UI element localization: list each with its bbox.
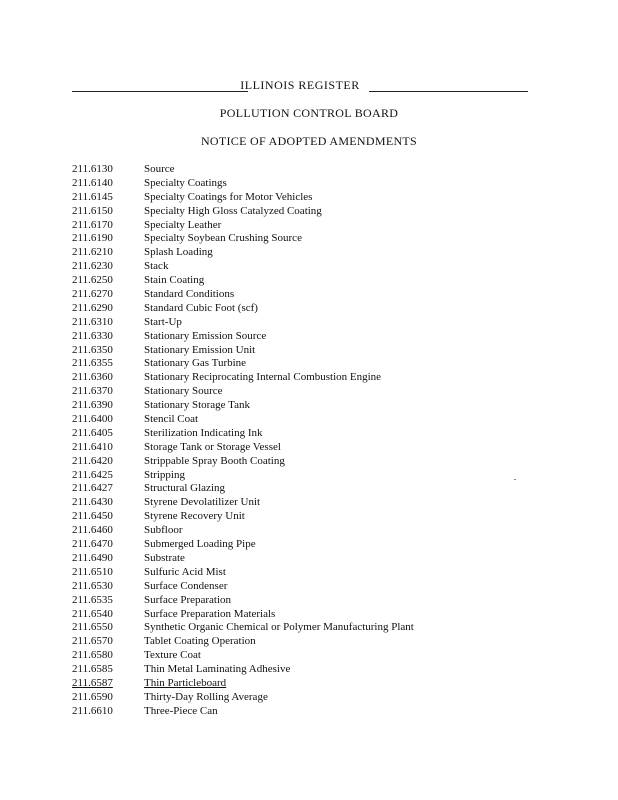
section-number: 211.6310 bbox=[72, 315, 113, 328]
list-item bbox=[72, 413, 414, 427]
list-item bbox=[72, 469, 414, 483]
section-term: Thin Metal Laminating Adhesive bbox=[144, 663, 291, 676]
list-item bbox=[72, 274, 414, 288]
section-term: Tablet Coating Operation bbox=[144, 635, 256, 648]
section-number: 211.6400 bbox=[72, 413, 113, 426]
register-title: ILLINOIS REGISTER bbox=[240, 78, 360, 92]
list-item bbox=[72, 205, 414, 219]
header-rule-right bbox=[369, 91, 528, 92]
list-item bbox=[72, 482, 414, 496]
section-term: Specialty High Gloss Catalyzed Coating bbox=[144, 204, 322, 217]
list-item bbox=[72, 538, 414, 552]
list-item bbox=[72, 677, 414, 691]
list-item bbox=[72, 608, 414, 622]
list-item bbox=[72, 302, 414, 316]
list-item bbox=[72, 691, 414, 705]
section-term: Specialty Leather bbox=[144, 218, 222, 231]
section-term: Stationary Emission Unit bbox=[144, 343, 256, 356]
section-number: 211.6170 bbox=[72, 218, 113, 231]
section-number: 211.6490 bbox=[72, 551, 113, 564]
section-term: Surface Preparation Materials bbox=[144, 607, 276, 620]
section-term: Stationary Storage Tank bbox=[144, 399, 250, 412]
section-number: 211.6420 bbox=[72, 454, 113, 467]
list-item bbox=[72, 288, 414, 302]
list-item bbox=[72, 663, 414, 677]
section-term: Substrate bbox=[144, 551, 185, 564]
list-item bbox=[72, 191, 414, 205]
notice-title: NOTICE OF ADOPTED AMENDMENTS bbox=[200, 134, 418, 148]
section-number: 211.6290 bbox=[72, 301, 113, 314]
list-item bbox=[72, 219, 414, 233]
section-number: 211.6230 bbox=[72, 260, 113, 273]
list-item bbox=[72, 246, 414, 260]
section-number: 211.6460 bbox=[72, 524, 113, 537]
section-number: 211.6190 bbox=[72, 232, 113, 245]
section-term: Stationary Gas Turbine bbox=[144, 357, 247, 370]
section-number: 211.6355 bbox=[72, 357, 113, 370]
section-term: Stationary Emission Source bbox=[144, 329, 267, 342]
section-term: Source bbox=[144, 163, 175, 175]
list-item bbox=[72, 524, 414, 538]
section-number: 211.6530 bbox=[72, 579, 113, 592]
list-item bbox=[72, 580, 414, 594]
stray-mark bbox=[514, 479, 516, 480]
section-number: 211.6150 bbox=[72, 204, 113, 217]
section-term: Stationary Reciprocating Internal Combustion Engine bbox=[144, 371, 382, 384]
section-term: Stripping bbox=[144, 468, 185, 481]
list-item bbox=[72, 260, 414, 274]
section-term: Splash Loading bbox=[144, 246, 213, 259]
section-term: Specialty Coatings for Motor Vehicles bbox=[144, 190, 313, 203]
section-term: Sulfuric Acid Mist bbox=[144, 565, 226, 578]
list-item bbox=[72, 232, 414, 246]
section-term: Three-Piece Can bbox=[144, 704, 218, 717]
section-number: 211.6330 bbox=[72, 329, 113, 342]
section-number: 211.6590 bbox=[72, 690, 113, 703]
section-number: 211.6585 bbox=[72, 663, 113, 676]
list-item bbox=[72, 649, 414, 663]
list-item bbox=[72, 594, 414, 608]
section-number: 211.6430 bbox=[72, 496, 113, 509]
section-number: 211.6550 bbox=[72, 621, 113, 634]
definitions-list bbox=[72, 163, 414, 719]
section-number: 211.6510 bbox=[72, 565, 113, 578]
section-term: Surface Condenser bbox=[144, 579, 228, 592]
section-number: 211.6450 bbox=[72, 510, 113, 523]
section-term: Subfloor bbox=[144, 524, 183, 537]
section-number: 211.6540 bbox=[72, 607, 113, 620]
list-item bbox=[72, 357, 414, 371]
list-item bbox=[72, 316, 414, 330]
running-header bbox=[72, 78, 528, 92]
section-term: Stack bbox=[144, 260, 169, 273]
section-number: 211.6390 bbox=[72, 399, 113, 412]
section-term: Sterilization Indicating Ink bbox=[144, 426, 263, 439]
section-term: Specialty Soybean Crushing Source bbox=[144, 232, 302, 245]
list-item bbox=[72, 163, 414, 177]
list-item bbox=[72, 455, 414, 469]
section-term: Standard Conditions bbox=[144, 288, 235, 301]
list-item bbox=[72, 385, 414, 399]
section-term: Strippable Spray Booth Coating bbox=[144, 454, 285, 467]
section-number: 211.6570 bbox=[72, 635, 113, 648]
section-number: 211.6350 bbox=[72, 343, 113, 356]
section-term: Styrene Devolatilizer Unit bbox=[144, 496, 261, 509]
section-term: Surface Preparation bbox=[144, 593, 232, 606]
section-term: Thirty-Day Rolling Average bbox=[144, 690, 268, 703]
section-term: Stencil Coat bbox=[144, 413, 199, 426]
section-number: 211.6210 bbox=[72, 246, 113, 259]
section-number: 211.6360 bbox=[72, 371, 113, 384]
section-number: 211.6470 bbox=[72, 538, 113, 551]
section-term: Start-Up bbox=[144, 315, 182, 328]
section-number: 211.6250 bbox=[72, 274, 113, 287]
section-term: Texture Coat bbox=[144, 649, 201, 662]
section-term: Specialty Coatings bbox=[144, 176, 227, 189]
section-term: Styrene Recovery Unit bbox=[144, 510, 245, 523]
section-term: Standard Cubic Foot (scf) bbox=[144, 301, 258, 314]
list-item bbox=[72, 330, 414, 344]
section-number: 211.6405 bbox=[72, 426, 113, 439]
list-item bbox=[72, 371, 414, 385]
list-item bbox=[72, 552, 414, 566]
section-number: 211.6610 bbox=[72, 704, 113, 717]
list-item bbox=[72, 399, 414, 413]
list-item bbox=[72, 566, 414, 580]
list-item bbox=[72, 427, 414, 441]
section-number: 211.6145 bbox=[72, 190, 113, 203]
section-number: 211.6425 bbox=[72, 468, 113, 481]
list-item bbox=[72, 496, 414, 510]
list-item bbox=[72, 621, 414, 635]
list-item bbox=[72, 344, 414, 358]
section-number: 211.6140 bbox=[72, 176, 113, 189]
section-number: 211.6535 bbox=[72, 593, 113, 606]
section-number: 211.6410 bbox=[72, 440, 113, 453]
section-number: 211.6130 bbox=[72, 163, 113, 175]
section-number: 211.6270 bbox=[72, 288, 113, 301]
section-term: Storage Tank or Storage Vessel bbox=[144, 440, 281, 453]
list-item bbox=[72, 441, 414, 455]
list-item bbox=[72, 635, 414, 649]
board-title: POLLUTION CONTROL BOARD bbox=[219, 106, 399, 120]
section-term: Stain Coating bbox=[144, 274, 205, 287]
section-number: 211.6370 bbox=[72, 385, 113, 398]
section-number: 211.6427 bbox=[72, 482, 113, 495]
section-term: Structural Glazing bbox=[144, 482, 225, 495]
section-term: Thin Particleboard bbox=[144, 676, 227, 689]
list-item bbox=[72, 177, 414, 191]
section-term: Synthetic Organic Chemical or Polymer Manufacturing Plant bbox=[144, 621, 414, 634]
section-number: 211.6580 bbox=[72, 649, 113, 662]
section-number: 211.6587 bbox=[72, 676, 113, 689]
list-item bbox=[72, 510, 414, 524]
list-item bbox=[72, 705, 414, 719]
section-term: Submerged Loading Pipe bbox=[144, 538, 256, 551]
section-term: Stationary Source bbox=[144, 385, 223, 398]
